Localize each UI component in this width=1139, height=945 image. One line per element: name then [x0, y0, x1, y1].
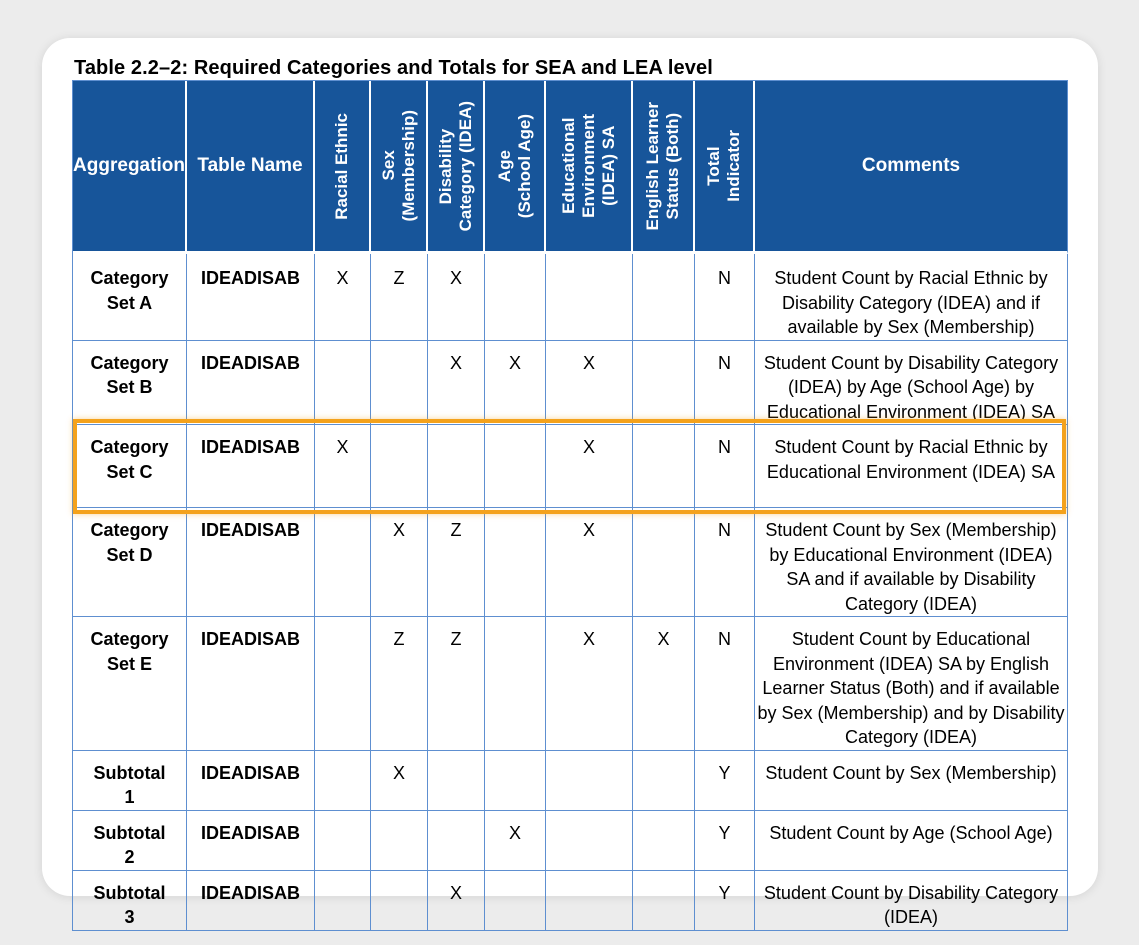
- comment-cell: Student Count by Age (School Age): [755, 811, 1068, 871]
- comment-cell: Student Count by Educational Environment (IDEA) SA by English Learner Status (Both) and if available by Sex (Membership) and by Disability Category (IDEA): [755, 617, 1068, 751]
- english-learner-cell: [633, 811, 695, 871]
- header-disability: Disability Category (IDEA): [428, 81, 485, 254]
- total-indicator-cell: Y: [695, 811, 755, 871]
- total-indicator-cell: Y: [695, 871, 755, 931]
- english-learner-cell: [633, 871, 695, 931]
- racial-ethnic-cell: [315, 508, 371, 617]
- educational-environment-cell: [546, 254, 633, 341]
- table-name-cell: IDEADISAB: [187, 508, 315, 617]
- comment-cell: Student Count by Racial Ethnic by Educational Environment (IDEA) SA: [755, 425, 1068, 508]
- table-name-cell: IDEADISAB: [187, 617, 315, 751]
- racial-ethnic-cell: [315, 617, 371, 751]
- header-sex: Sex (Membership): [371, 81, 428, 254]
- table-name-cell: IDEADISAB: [187, 871, 315, 931]
- aggregation-cell: Category Set E: [73, 617, 187, 751]
- header-english-learner: English Learner Status (Both): [633, 81, 695, 254]
- header-aggregation: Aggregation: [73, 81, 187, 254]
- disability-cell: [428, 811, 485, 871]
- total-indicator-cell: N: [695, 508, 755, 617]
- header-row: [73, 81, 1068, 254]
- racial-ethnic-cell: [315, 341, 371, 426]
- table-row: [73, 751, 1068, 811]
- table-name-cell: IDEADISAB: [187, 254, 315, 341]
- comment-cell: Student Count by Sex (Membership): [755, 751, 1068, 811]
- comment-cell: Student Count by Sex (Membership) by Educational Environment (IDEA) SA and if available by Disability Category (IDEA): [755, 508, 1068, 617]
- header-comments: Comments: [755, 81, 1068, 254]
- racial-ethnic-cell: [315, 811, 371, 871]
- disability-cell: Z: [428, 617, 485, 751]
- english-learner-cell: [633, 341, 695, 426]
- sex-cell: Z: [371, 254, 428, 341]
- sex-cell: Z: [371, 617, 428, 751]
- header-racial-ethnic: Racial Ethnic: [315, 81, 371, 254]
- sex-cell: [371, 811, 428, 871]
- disability-cell: [428, 425, 485, 508]
- age-cell: X: [485, 341, 546, 426]
- comment-cell: Student Count by Disability Category (IDEA): [755, 871, 1068, 931]
- disability-cell: X: [428, 871, 485, 931]
- racial-ethnic-cell: X: [315, 254, 371, 341]
- total-indicator-cell: N: [695, 254, 755, 341]
- table-row: [73, 254, 1068, 341]
- age-cell: X: [485, 811, 546, 871]
- header-total-indicator: Total Indicator: [695, 81, 755, 254]
- english-learner-cell: [633, 508, 695, 617]
- racial-ethnic-cell: [315, 751, 371, 811]
- english-learner-cell: [633, 425, 695, 508]
- age-cell: [485, 508, 546, 617]
- table-row: [73, 811, 1068, 871]
- table-name-cell: IDEADISAB: [187, 425, 315, 508]
- table-row: [73, 508, 1068, 617]
- header-table-name: Table Name: [187, 81, 315, 254]
- age-cell: [485, 254, 546, 341]
- table-row: [73, 617, 1068, 751]
- educational-environment-cell: [546, 751, 633, 811]
- aggregation-cell: Category Set D: [73, 508, 187, 617]
- sex-cell: [371, 341, 428, 426]
- english-learner-cell: [633, 751, 695, 811]
- educational-environment-cell: [546, 871, 633, 931]
- comment-cell: Student Count by Disability Category (IDEA) by Age (School Age) by Educational Environment (IDEA) SA: [755, 341, 1068, 426]
- educational-environment-cell: X: [546, 508, 633, 617]
- english-learner-cell: X: [633, 617, 695, 751]
- sex-cell: [371, 871, 428, 931]
- educational-environment-cell: X: [546, 341, 633, 426]
- comment-cell: Student Count by Racial Ethnic by Disability Category (IDEA) and if available by Sex (Membership): [755, 254, 1068, 341]
- table-name-cell: IDEADISAB: [187, 811, 315, 871]
- educational-environment-cell: X: [546, 617, 633, 751]
- aggregation-cell: Category Set B: [73, 341, 187, 426]
- educational-environment-cell: X: [546, 425, 633, 508]
- required-categories-table: [72, 80, 1068, 931]
- header-educational-environment: Educational Environment (IDEA) SA: [546, 81, 633, 254]
- aggregation-cell: Category Set A: [73, 254, 187, 341]
- table-row: [73, 425, 1068, 508]
- racial-ethnic-cell: X: [315, 425, 371, 508]
- racial-ethnic-cell: [315, 871, 371, 931]
- disability-cell: X: [428, 254, 485, 341]
- disability-cell: X: [428, 341, 485, 426]
- total-indicator-cell: Y: [695, 751, 755, 811]
- disability-cell: [428, 751, 485, 811]
- table-row: [73, 341, 1068, 426]
- english-learner-cell: [633, 254, 695, 341]
- total-indicator-cell: N: [695, 425, 755, 508]
- aggregation-cell: Subtotal 2: [73, 811, 187, 871]
- aggregation-cell: Subtotal 3: [73, 871, 187, 931]
- total-indicator-cell: N: [695, 617, 755, 751]
- table-row: [73, 871, 1068, 931]
- age-cell: [485, 617, 546, 751]
- aggregation-cell: Category Set C: [73, 425, 187, 508]
- age-cell: [485, 871, 546, 931]
- age-cell: [485, 751, 546, 811]
- disability-cell: Z: [428, 508, 485, 617]
- header-age: Age (School Age): [485, 81, 546, 254]
- total-indicator-cell: N: [695, 341, 755, 426]
- sex-cell: X: [371, 751, 428, 811]
- aggregation-cell: Subtotal 1: [73, 751, 187, 811]
- sex-cell: X: [371, 508, 428, 617]
- table-title: Table 2.2–2: Required Categories and Totals for SEA and LEA level: [74, 57, 713, 79]
- age-cell: [485, 425, 546, 508]
- table-name-cell: IDEADISAB: [187, 751, 315, 811]
- table-name-cell: IDEADISAB: [187, 341, 315, 426]
- educational-environment-cell: [546, 811, 633, 871]
- sex-cell: [371, 425, 428, 508]
